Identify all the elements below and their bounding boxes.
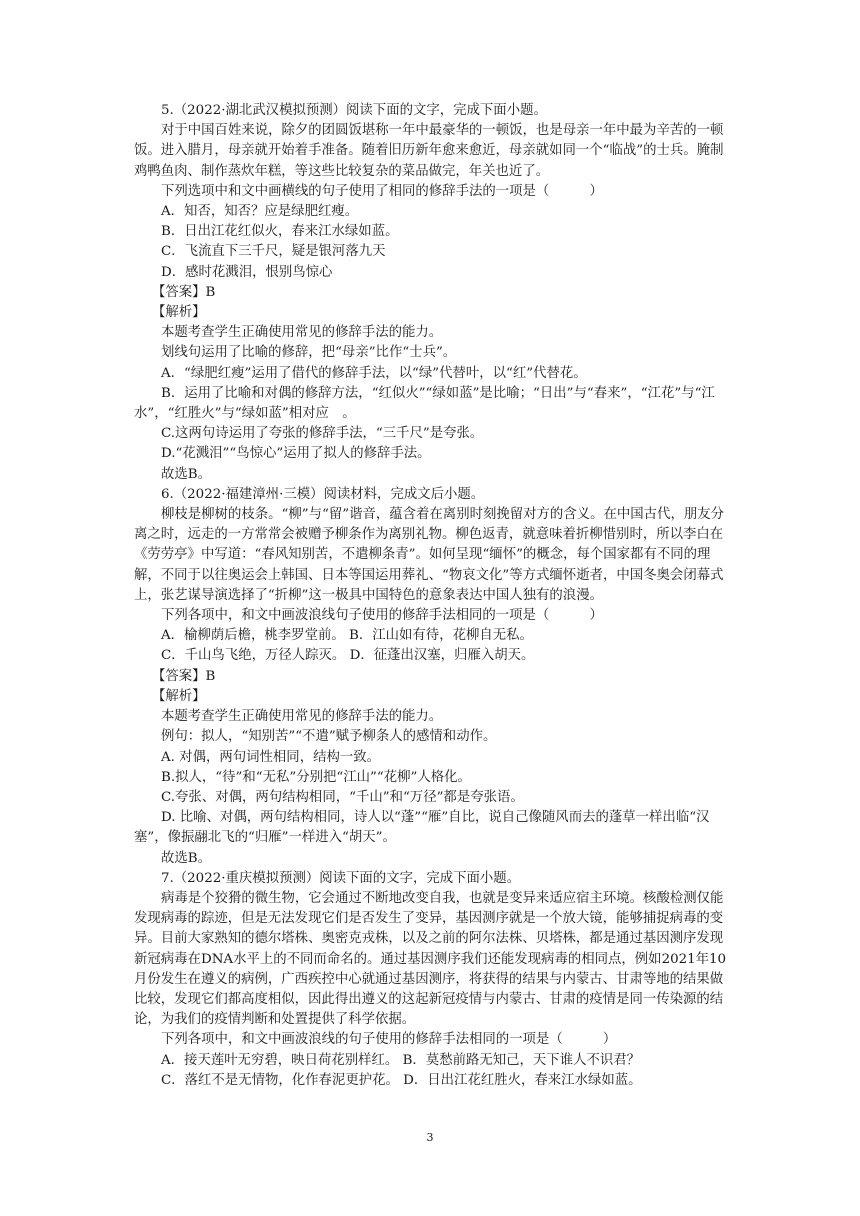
text-line: C.这两句诗运用了夸张的修辞手法，“三千尺”是夸张。 xyxy=(161,426,484,442)
text-line: 【答案】B xyxy=(152,668,216,684)
text-line: D.“花溅泪”“鸟惊心”运用了拟人的修辞手法。 xyxy=(161,446,431,462)
text-line: 故选B。 xyxy=(161,466,212,482)
text-line: 7.（2022·重庆模拟预测）阅读下面的文字，完成下面小题。 xyxy=(161,870,521,886)
text-line: 故选B。 xyxy=(161,850,212,866)
text-line: C．飞流直下三千尺，疑是银河落九天 xyxy=(161,244,386,260)
text-line: B．运用了比喻和对偶的修辞方法，“红似火”“绿如蓝”是比喻；“日出”与“春来”，“江花”与“江水”，“红胜火”与“绿如蓝”相对应 。 xyxy=(134,385,715,422)
text-line: 划线句运用了比喻的修辞，把“母亲”比作“士兵”。 xyxy=(161,345,457,361)
text-line: B．日出江花红似火，春来江水绿如蓝。 xyxy=(161,224,399,240)
text-line: 下列各项中，和文中画波浪线句子使用的修辞手法相同的一项是（ ） xyxy=(161,608,603,624)
text-line: 本题考查学生正确使用常见的修辞手法的能力。 xyxy=(161,325,443,341)
text-line: 对于中国百姓来说，除夕的团圆饭堪称一年中最豪华的一顿饭，也是母亲一年中最为辛苦的一顿饭。进入腊月，母亲就开始着手准备。随着旧历新年愈来愈近，母亲就如同一个“临战”的士兵。腌制鸡鸭鱼肉、制作蒸炊年糕，等这些比较复杂的菜品做完，年关也近了。 xyxy=(134,123,724,179)
text-line: B.拟人，“待”和“无私”分别把“江山”“花柳”人格化。 xyxy=(161,769,471,785)
text-line: 【解析】 xyxy=(152,305,206,321)
text-line: A．“绿肥红瘦”运用了借代的修辞手法，以“绿”代替叶，以“红”代替花。 xyxy=(161,365,587,381)
text-line: A. 对偶，两句词性相同，结构一致。 xyxy=(161,749,381,765)
text-line: D．感时花溅泪，恨别鸟惊心 xyxy=(161,264,333,280)
text-line: 下列各项中，和文中画波浪线的句子使用的修辞手法相同的一项是（ ） xyxy=(161,1032,617,1048)
text-line: 6.（2022·福建漳州·三模）阅读材料，完成文后小题。 xyxy=(161,486,485,502)
text-line: 柳枝是柳树的枝条。“柳”与“留”谐音，蕴含着在离别时刻挽留对方的含义。在中国古代，朋友分离之时，远走的一方常常会被赠予柳条作为离别礼物。柳色返青，就意味着折柳惜别时，所以李白在《劳劳亭》中写道：“春风知别苦，不遣柳条青”。如何呈现“缅怀”的概念，每个国家都有不同的理解，不同于以往奥运会上韩国、日本等国运用葬礼、“物哀文化”等方式缅怀逝者，中国冬奥会闭幕式上，张艺谋导演选择了“折柳”这一极具中国特色的意象表达中国人独有的浪漫。 xyxy=(134,507,725,603)
document-body xyxy=(134,101,734,1091)
text-line: C．千山鸟飞绝，万径人踪灭。 D．征蓬出汉塞，归雁入胡天。 xyxy=(161,648,535,664)
text-line: C.夸张、对偶，两句结构相同，“千山”和“万径”都是夸张语。 xyxy=(161,789,524,805)
text-line: A．知否，知否？应是绿肥红瘦。 xyxy=(161,204,359,220)
text-line: 本题考查学生正确使用常见的修辞手法的能力。 xyxy=(161,709,443,725)
page-number: 3 xyxy=(426,1131,434,1144)
text-line: A．榆柳荫后檐，桃李罗堂前。 B．江山如有待，花柳自无私。 xyxy=(161,628,533,644)
text-line: 【答案】B xyxy=(152,284,216,300)
text-line: C．落红不是无情物，化作春泥更护花。 D．日出江花红胜火，春来江水绿如蓝。 xyxy=(161,1072,642,1088)
text-line: D. 比喻、对偶，两句结构相同，诗人以“蓬”“雁”自比，说自己像随风而去的蓬草一样出临“汉塞”，像振翮北飞的“归雁”一样进入“胡天”。 xyxy=(134,810,710,846)
text-line: 例句：拟人，“知别苦”“不遣”赋予柳条人的感情和动作。 xyxy=(161,729,497,745)
text-line: 下列选项中和文中画横线的句子使用了相同的修辞手法的一项是（ ） xyxy=(161,183,603,199)
text-line: 病毒是个狡猾的微生物，它会通过不断地改变自我，也就是变异来适应宿主环境。核酸检测仅能发现病毒的踪迹，但是无法发现它们是否发生了变异，基因测序就是一个放大镜，能够捕捉病毒的变异。目前大家熟知的德尔塔株、奥密克戎株，以及之前的阿尔法株、贝塔株，都是通过基因测序发现新冠病毒在DNA水平上的不同而命名的。通过基因测序我们还能发现病毒的相同点，例如2021年10月份发生在遵义的病例，广西疾控中心就通过基因测序，将获得的结果与内蒙古、甘肃等地的结果做比较，发现它们都高度相似，因此得出遵义的这起新冠疫情与内蒙古、甘肃的疫情是同一传染源的结论，为我们的疫情判断和处置提供了科学依据。 xyxy=(134,890,727,1028)
text-line: 【解析】 xyxy=(152,688,206,704)
text-line: 5.（2022·湖北武汉模拟预测）阅读下面的文字，完成下面小题。 xyxy=(161,103,547,118)
text-line: A．接天莲叶无穷碧，映日荷花别样红。 B．莫愁前路无知己，天下谁人不识君？ xyxy=(161,1052,641,1068)
